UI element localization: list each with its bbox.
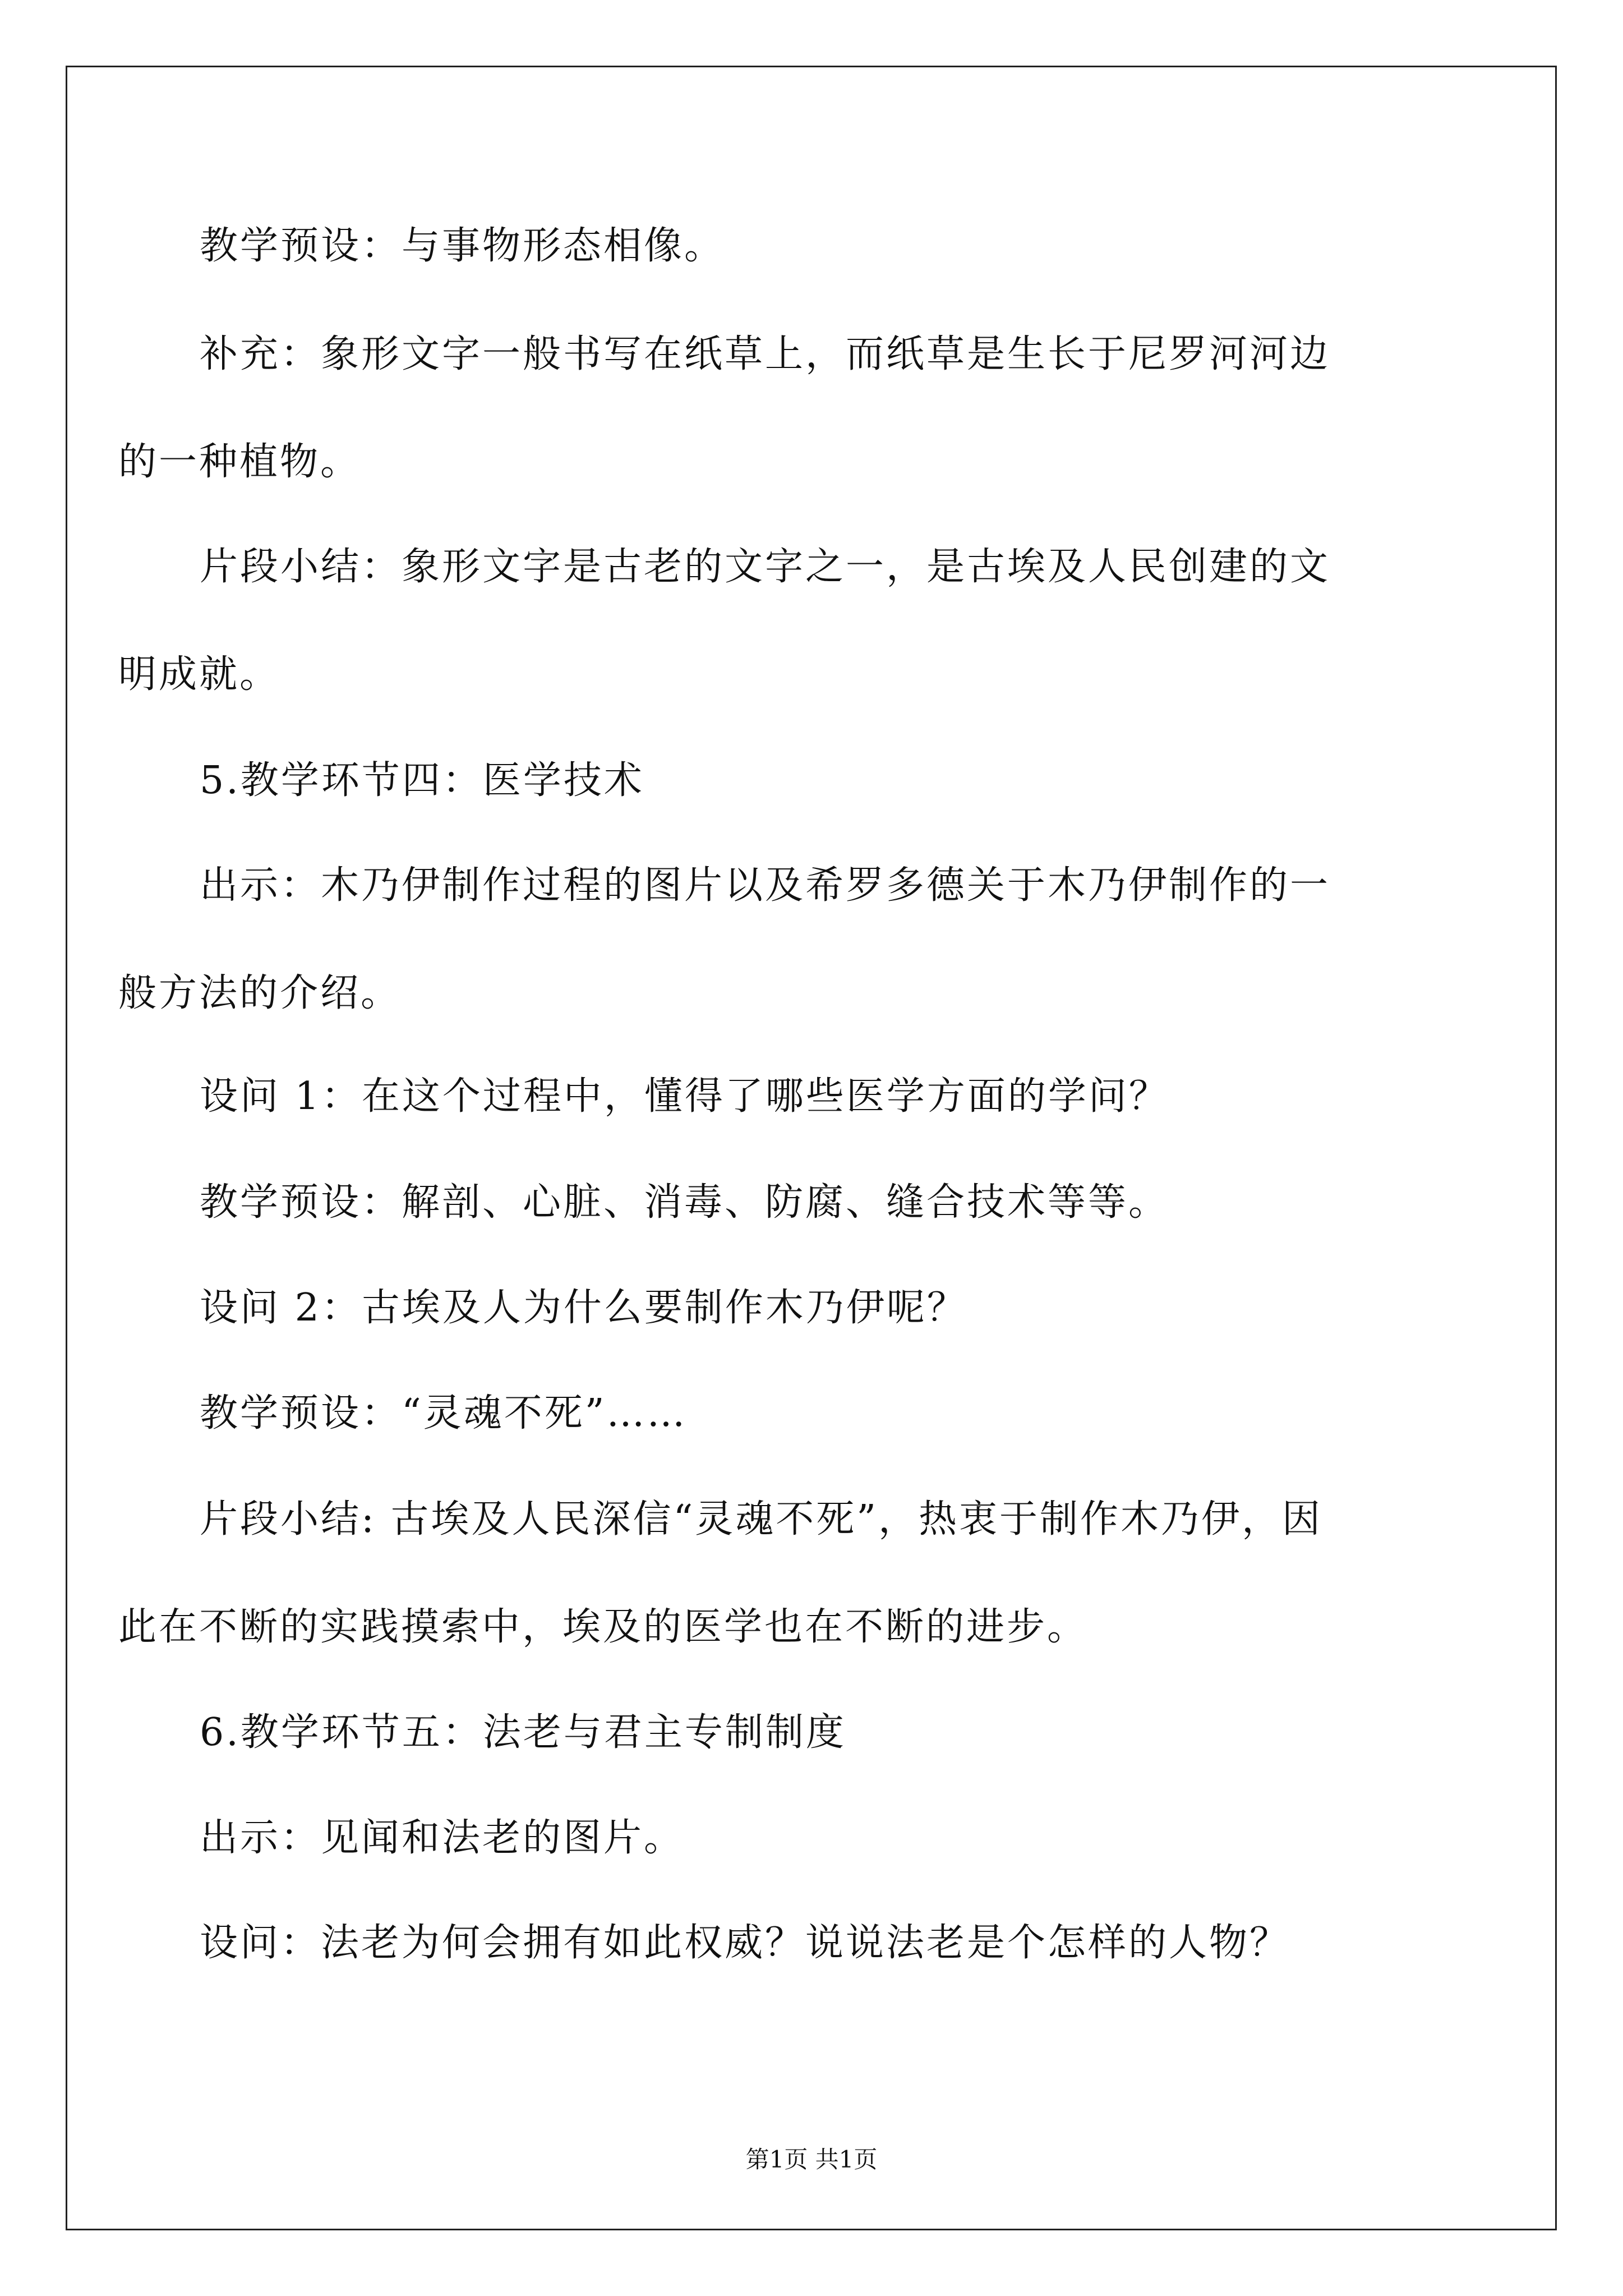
- text-line: 片段小结：象形文字是古老的文字之一，是古埃及人民创建的文: [200, 545, 1331, 589]
- paragraph-5: [118, 863, 1433, 1015]
- paragraph-3: [118, 545, 1433, 697]
- paragraph-12: [200, 1816, 1433, 1860]
- text-line: 出示：木乃伊制作过程的图片以及希罗多德关于木乃伊制作的一: [200, 863, 1331, 908]
- paragraph-6: [200, 1074, 1433, 1119]
- section-heading-4: [200, 758, 1433, 803]
- paragraph-2: [118, 332, 1433, 484]
- text-line: 补充：象形文字一般书写在纸草上，而纸草是生长于尼罗河河边: [200, 332, 1331, 376]
- text-line: 片段小结: 古埃及人民深信“灵魂不死”，热衷于制作木乃伊，因: [200, 1497, 1323, 1542]
- paragraph-7: [200, 1180, 1433, 1225]
- text-line: 6.教学环节五：法老与君主专制制度: [200, 1710, 846, 1755]
- section-heading-6: [200, 1710, 1433, 1755]
- text-line: 的一种植物。: [118, 440, 361, 484]
- text-line: 教学预设：“灵魂不死”……: [200, 1391, 688, 1435]
- paragraph-1: [200, 224, 1433, 268]
- text-line: 教学预设：解剖、心脏、消毒、防腐、缝合技术等等。: [200, 1180, 1169, 1225]
- text-line: 设问 2：古埃及人为什么要制作木乃伊呢？: [200, 1286, 967, 1330]
- text-line: 此在不断的实践摸索中，埃及的医学也在不断的进步。: [118, 1605, 1088, 1649]
- text-line: 明成就。: [118, 652, 280, 697]
- text-line: 设问 1：在这个过程中，懂得了哪些医学方面的学问？: [200, 1074, 1169, 1119]
- paragraph-9: [200, 1391, 1433, 1435]
- text-line: 教学预设：与事物形态相像。: [200, 224, 725, 268]
- page-number-footer: 第1页 共1页: [745, 2146, 878, 2173]
- text-line: 设问：法老为何会拥有如此权威？说说法老是个怎样的人物？: [200, 1921, 1290, 1965]
- text-line: 般方法的介绍。: [118, 971, 402, 1015]
- paragraph-13: [200, 1921, 1433, 1965]
- text-line: 5.教学环节四：医学技术: [200, 758, 644, 803]
- paragraph-10: [118, 1497, 1433, 1649]
- text-line: 出示：见闻和法老的图片。: [200, 1816, 685, 1860]
- paragraph-8: [200, 1286, 1433, 1330]
